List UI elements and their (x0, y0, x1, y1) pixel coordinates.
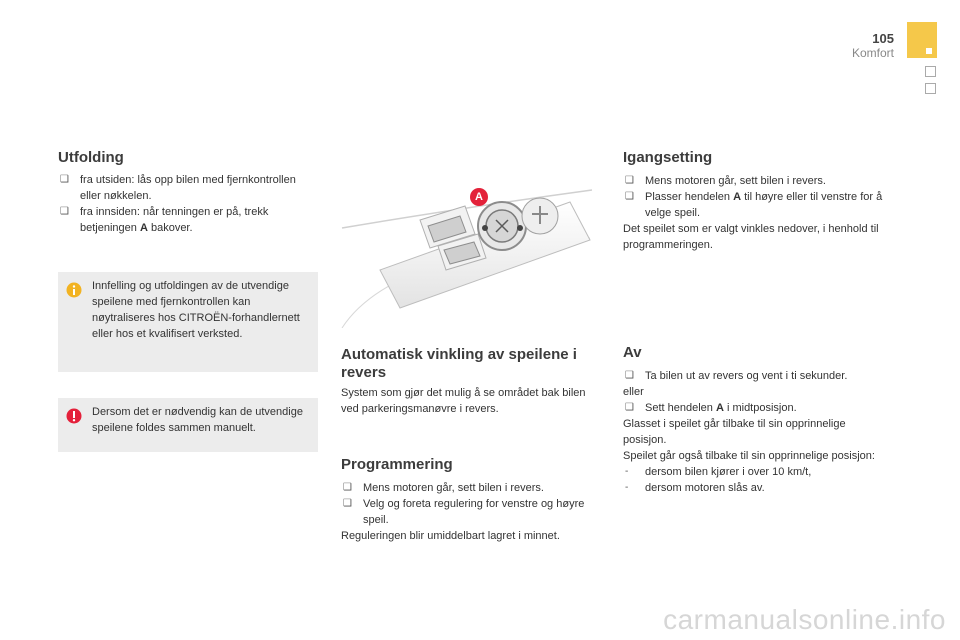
programmering-tail: Reguleringen blir umiddelbart lagret i minnet. (341, 530, 560, 542)
page-number: 105 (872, 31, 894, 46)
list-item: ❑ fra innsiden: når tenningen er på, trekk betjeningen A bakover. (60, 206, 269, 234)
section-tab[interactable] (907, 22, 937, 58)
av-eller: eller (623, 386, 644, 398)
dash-icon: - (625, 466, 629, 477)
bullet-icon: ❑ (343, 498, 352, 509)
list-item: - dersom motoren slås av. (625, 482, 765, 494)
av-line1: Glasset i speilet går tilbake til sin opprinnelige posisjon. (623, 418, 846, 446)
igangsetting-tail: Det speilet som er valgt vinkles nedover, i henhold til programmeringen. (623, 223, 879, 251)
info-icon (66, 282, 82, 298)
list-item: - dersom bilen kjører i over 10 km/t, (625, 466, 812, 478)
bullet-icon: ❑ (60, 174, 69, 185)
info-text: Innfelling og utfoldingen av de utvendige speilene med fjernkontrollen kan nøytraliseres hos CITROËN-forhandlernett eller hos et kvalifisert verksted. (92, 280, 300, 340)
title-igangsetting: Igangsetting (623, 149, 713, 166)
watermark: carmanualsonline.info (663, 604, 946, 635)
nav-box-2[interactable] (925, 83, 936, 94)
warning-text: Dersom det er nødvendig kan de utvendige speilene foldes sammen manuelt. (92, 406, 303, 434)
list-item: ❑ Sett hendelen A i midtposisjon. (625, 402, 797, 414)
list-item: ❑ fra utsiden: lås opp bilen med fjernkontrollen eller nøkkelen. (60, 174, 296, 202)
dash-icon: - (625, 482, 629, 493)
list-item: ❑ Velg og foreta regulering for venstre og høyre speil. (343, 498, 585, 526)
title-av: Av (623, 344, 642, 361)
list-item: ❑ Mens motoren går, sett bilen i revers. (343, 482, 544, 494)
list-item: ❑ Ta bilen ut av revers og vent i ti sekunder. (625, 370, 848, 382)
bullet-icon: ❑ (625, 402, 634, 413)
bullet-icon: ❑ (343, 482, 352, 493)
title-utfolding: Utfolding (58, 149, 124, 166)
utfolding-list (58, 172, 308, 236)
automatisk-body: System som gjør det mulig å se området bak bilen ved parkeringsmanøvre i revers. (341, 387, 586, 415)
bullet-icon: ❑ (625, 175, 634, 186)
title-programmering: Programmering (341, 456, 453, 473)
bullet-icon: ❑ (625, 191, 634, 202)
list-item: ❑ Plasser hendelen A til høyre eller til venstre for å velge speil. (625, 191, 883, 219)
igangsetting-list (623, 173, 888, 253)
bullet-icon: ❑ (625, 370, 634, 381)
av-line2: Speilet går også tilbake til sin opprinnelige posisjon: (623, 450, 875, 462)
section-name: Komfort (851, 46, 894, 60)
warning-icon (66, 408, 82, 424)
label-a-badge: A (470, 188, 488, 206)
nav-box-1[interactable] (925, 66, 936, 77)
programmering-list (341, 480, 596, 544)
info-box (58, 272, 318, 372)
bullet-icon: ❑ (60, 206, 69, 217)
list-item: ❑ Mens motoren går, sett bilen i revers. (625, 175, 826, 187)
tab-marker-icon (926, 48, 932, 54)
warning-box (58, 398, 318, 452)
title-automatisk: Automatisk vinkling av speilene i revers (341, 346, 577, 381)
av-list (623, 368, 888, 496)
